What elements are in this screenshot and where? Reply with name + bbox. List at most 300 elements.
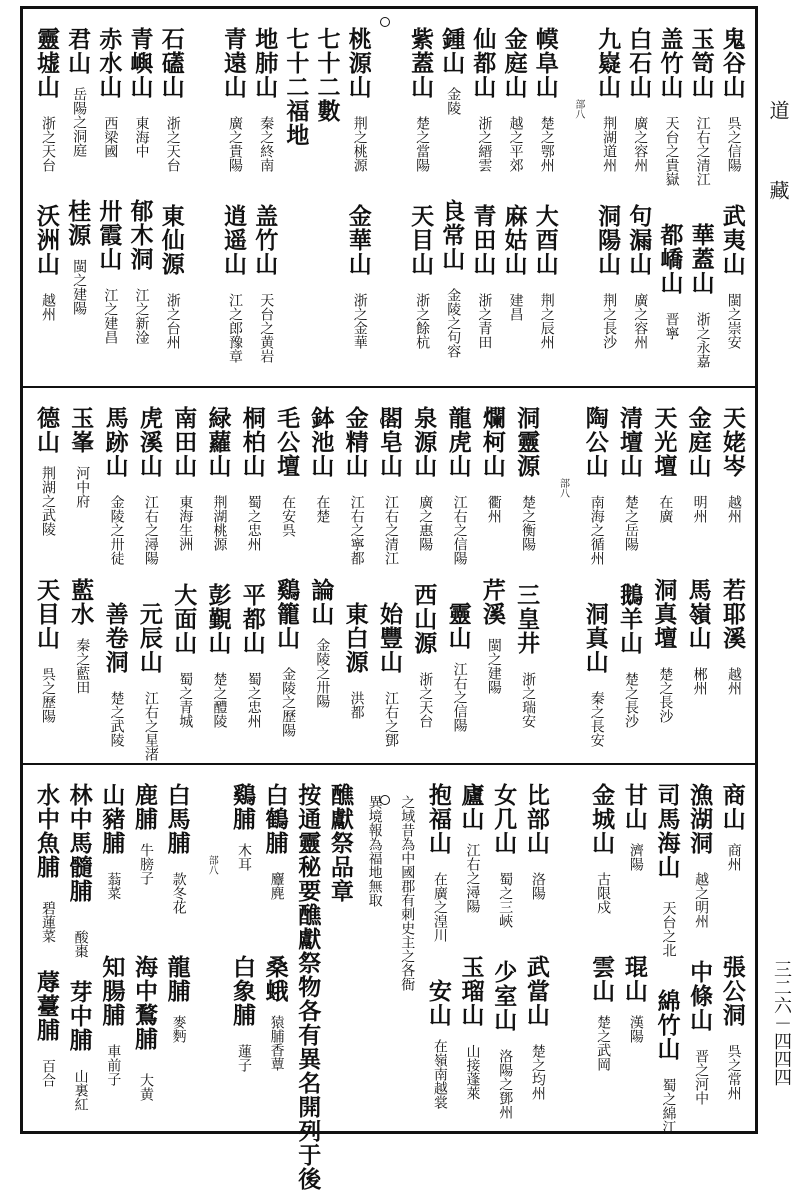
entry-note: 呉之常州 — [725, 1044, 742, 1100]
entry-name: 鬼谷山 — [718, 27, 746, 99]
entry-name: 水中魚脯 — [33, 783, 60, 879]
entry-name: 君山 — [64, 27, 92, 75]
text-columns — [31, 765, 747, 1191]
text-columns — [31, 9, 747, 386]
entry-note: 車前子 — [105, 1044, 122, 1086]
entry-name: 甘山 — [620, 783, 648, 831]
entry-name: 麻姑山 — [500, 204, 528, 276]
entry-note: 荆湖之武陵 — [40, 466, 56, 536]
text-column — [580, 388, 610, 763]
text-column — [405, 9, 435, 386]
entry-name: 鹿脯 — [130, 783, 158, 831]
text-column — [521, 765, 551, 1133]
entry-note: 越州 — [725, 495, 742, 523]
entry-name: 天目山 — [407, 204, 435, 276]
entry-name: 漁湖洞 — [686, 783, 714, 855]
entry-note: 楚之武陵 — [108, 691, 125, 747]
text-column — [340, 388, 370, 763]
annotation-line: 異境報為福地無取 — [366, 795, 383, 907]
entry-name: 白象脯 — [228, 955, 256, 1027]
entry-name: 桐柏山 — [238, 406, 266, 478]
section-marker: 部八 — [206, 855, 218, 875]
entry-note: 浙之金華 — [351, 293, 368, 349]
entry-note: 在廣 — [657, 495, 674, 523]
entry-note: 洛陽 — [529, 872, 546, 900]
text-column — [374, 9, 404, 386]
entry-note: 荆之桃源 — [351, 116, 368, 172]
entry-name: 郁木洞 — [126, 199, 154, 271]
entry-note: 浙之縉雲 — [476, 116, 493, 172]
entry-note: 東海中 — [133, 116, 150, 158]
entry-name: 金庭山 — [684, 406, 712, 478]
entry-name: 馬嶺山 — [684, 578, 712, 650]
entry-name: 金庭山 — [500, 27, 528, 99]
text-column — [717, 9, 747, 386]
text-column — [530, 9, 560, 386]
entry-name: 林中馬髓脯 — [65, 783, 93, 903]
entry-name: 華蓋山 — [687, 223, 715, 295]
entry-name: 天姥岑 — [718, 406, 746, 478]
entry-note: 蜀之忠州 — [245, 495, 262, 551]
entry-name: 商山 — [718, 783, 746, 831]
entry-note: 江之新淦 — [133, 288, 150, 344]
text-column — [648, 388, 678, 763]
entry-name: 德山 — [33, 406, 60, 454]
entry-name: 武夷山 — [718, 204, 746, 276]
text-column — [93, 9, 123, 386]
entry-name: 白鶴脯 — [261, 783, 289, 855]
text-column — [64, 765, 94, 1133]
entry-note: 金陵之卅徒 — [108, 495, 125, 565]
text-column — [65, 388, 95, 763]
entry-note: 蓊菜 — [105, 872, 122, 900]
text-column — [168, 388, 198, 763]
entry-name: 靈山 — [444, 602, 472, 650]
text-column — [280, 9, 310, 386]
entry-note: 蓮子 — [235, 1044, 252, 1072]
entry-name: 比部山 — [522, 783, 550, 855]
entry-name: 大酉山 — [531, 204, 559, 276]
text-column — [187, 9, 217, 386]
entry-name: 鷄籠山 — [273, 578, 301, 650]
entry-note: 楚之武岡 — [595, 1015, 612, 1071]
entry-name: 盖竹山 — [656, 27, 684, 99]
entry-name: 三皇井 — [513, 583, 541, 655]
entry-name: 都嶠山 — [656, 223, 684, 295]
entry-name: 九嶷山 — [594, 27, 622, 99]
entry-note: 楚之均州 — [529, 1044, 546, 1100]
entry-note: 岳陽之洞庭 — [71, 87, 88, 157]
text-column — [443, 388, 473, 763]
entry-name: 武當山 — [522, 955, 550, 1027]
entry-name: 緑蘿山 — [204, 406, 232, 478]
text-column — [202, 388, 232, 763]
entry-name: 洞真壇 — [650, 578, 678, 650]
entry-note: 楚之鄂州 — [538, 116, 555, 172]
entry-note: 蜀之青城 — [177, 672, 194, 728]
entry-note: 浙之天台 — [164, 116, 181, 172]
entry-name: 芽中脯 — [65, 980, 93, 1052]
text-column — [218, 9, 248, 386]
entry-name: 平都山 — [238, 583, 266, 655]
entry-name: 盖竹山 — [251, 204, 279, 276]
entry-name: 閤皂山 — [375, 406, 403, 478]
entry-note: 江右之清江 — [382, 495, 399, 565]
entry-note: 明州 — [691, 495, 708, 523]
entry-note: 越州 — [40, 293, 56, 321]
entry-note: 江右之潯陽 — [464, 843, 481, 913]
entry-name: 芹溪 — [478, 578, 506, 626]
entry-note: 洛陽之鄧州 — [497, 1049, 514, 1119]
entry-name: 陶公山 — [581, 406, 609, 478]
entry-note: 蜀之綿江 — [660, 1078, 677, 1134]
entry-name: 始豐山 — [375, 602, 403, 674]
entry-name: 龍脯 — [163, 955, 191, 1003]
text-column — [156, 9, 186, 386]
entry-note: 江右之寧都 — [348, 495, 365, 565]
collection-title-bottom: 藏 — [766, 180, 790, 200]
entry-note: 楚之醴陵 — [211, 672, 228, 728]
entry-name: 鵝羊山 — [616, 583, 644, 655]
section-marker: 部八 — [572, 99, 584, 119]
section-marker: 部八 — [557, 478, 569, 498]
entry-name: 金精山 — [341, 406, 369, 478]
entry-name: 南田山 — [170, 406, 198, 478]
entry-note: 楚之當陽 — [414, 116, 431, 172]
entry-name: 鉢池山 — [307, 406, 335, 478]
entry-name: 琨山 — [620, 955, 648, 1003]
entry-note: 麥麪 — [170, 1015, 187, 1043]
column-heading: 醮獻祭品章 — [326, 783, 354, 903]
text-column — [96, 765, 126, 1133]
entry-note: 荆之長沙 — [601, 293, 618, 349]
entry-note: 商州 — [725, 843, 742, 871]
entry-name: 青田山 — [469, 204, 497, 276]
text-column — [343, 9, 373, 386]
entry-name: 西山源 — [410, 583, 438, 655]
entry-name: 玉瑠山 — [457, 955, 485, 1027]
entry-note: 山接蓬萊 — [464, 1044, 481, 1100]
entry-note: 廣之貴陽 — [227, 116, 244, 172]
entry-note: 碧蓮菜 — [40, 901, 56, 943]
entry-note: 在嶺南越裳 — [431, 1039, 448, 1109]
entry-note: 江右之信陽 — [451, 662, 468, 732]
text-column — [654, 9, 684, 386]
entry-name: 蓐薹脯 — [33, 970, 60, 1042]
entry-name: 靈墟山 — [33, 27, 60, 99]
entry-name: 毛公壇 — [273, 406, 301, 478]
column-heading: 七十二福地 — [282, 27, 310, 147]
entry-note: 荆湖道州 — [601, 116, 618, 172]
entry-name: 東仙源 — [157, 204, 185, 276]
entry-name: 若耶溪 — [718, 578, 746, 650]
entry-name: 海中鶩脯 — [130, 955, 158, 1051]
entry-name: 紫蓋山 — [407, 27, 435, 99]
entry-name: 清壇山 — [616, 406, 644, 478]
entry-name: 桂源 — [64, 199, 92, 247]
entry-name: 大面山 — [170, 583, 198, 655]
entry-note: 江右之星渚 — [142, 691, 159, 761]
text-column — [717, 765, 747, 1133]
collection-title-top: 道 — [766, 100, 790, 120]
entry-note: 荆之辰州 — [538, 293, 555, 349]
annotation-line: 之域昔為中國郡有刺史主之各衙 — [399, 795, 416, 991]
text-column — [561, 9, 591, 386]
entry-note: 濟陽 — [627, 843, 644, 871]
entry-name: 司馬海山 — [653, 783, 681, 879]
text-column — [511, 388, 541, 763]
entry-name: 龍虎山 — [444, 406, 472, 478]
text-column — [325, 765, 355, 1133]
entry-note: 天台之北 — [660, 901, 677, 957]
text-column — [305, 388, 335, 763]
entry-name: 金華山 — [344, 204, 372, 276]
text-column — [651, 765, 681, 1133]
text-column — [227, 765, 257, 1133]
entry-note: 江右之鄧 — [382, 691, 399, 747]
text-column — [125, 9, 155, 386]
entry-name: 青嶼山 — [126, 27, 154, 99]
entry-name: 地肺山 — [251, 27, 279, 99]
entry-note: 古限戍 — [595, 872, 612, 914]
entry-name: 知腸脯 — [98, 955, 126, 1027]
entry-note: 廣之惠陽 — [417, 495, 434, 551]
entry-name: 彭覲山 — [204, 583, 232, 655]
entry-note: 建昌 — [507, 293, 524, 321]
text-column — [623, 9, 653, 386]
entry-note: 江右之潯陽 — [142, 495, 159, 565]
entry-note: 浙之青田 — [476, 293, 493, 349]
entry-note: 金陵之歷陽 — [280, 667, 297, 737]
entry-note: 越之明州 — [693, 872, 710, 928]
entry-name: 桑蛾 — [261, 955, 289, 1003]
entry-note: 荆湖桃源 — [211, 495, 228, 551]
entry-note: 越之平郊 — [507, 116, 524, 172]
entry-name: 玉笥山 — [687, 27, 715, 99]
entry-note: 蜀之忠州 — [245, 672, 262, 728]
text-column — [684, 765, 714, 1133]
text-column — [312, 9, 342, 386]
entry-note: 江右之清江 — [694, 116, 711, 186]
text-column — [686, 9, 716, 386]
text-column — [408, 388, 438, 763]
entry-name: 抱福山 — [424, 783, 452, 855]
text-column — [717, 388, 747, 763]
entry-name: 少室山 — [490, 960, 518, 1032]
entry-note: 金陵之句容 — [445, 288, 462, 358]
entry-note: 江右之信陽 — [451, 495, 468, 565]
text-column — [477, 388, 507, 763]
text-column — [31, 9, 61, 386]
text-column — [374, 388, 404, 763]
entry-note: 款冬花 — [170, 872, 187, 914]
entry-note: 西梁國 — [102, 116, 119, 158]
entry-name: 幙阜山 — [531, 27, 559, 99]
entry-name: 青遠山 — [220, 27, 248, 99]
entry-note: 山裏紅 — [72, 1069, 89, 1111]
entry-note: 金陵 — [445, 87, 462, 115]
entry-note: 廣之容州 — [632, 116, 649, 172]
entry-note: 天台之黄岩 — [258, 293, 275, 363]
entry-name: 鍾山 — [438, 27, 466, 75]
entry-note: 江之建昌 — [102, 288, 119, 344]
text-column — [129, 765, 159, 1133]
entry-name: 雲山 — [588, 955, 616, 1003]
text-column — [545, 388, 575, 763]
entry-name: 白馬脯 — [163, 783, 191, 855]
entry-note: 越州 — [725, 667, 742, 695]
entry-name: 句漏山 — [625, 204, 653, 276]
entry-note: 洪都 — [348, 691, 365, 719]
entry-name: 善卷洞 — [101, 602, 129, 674]
entry-note: 浙之天台 — [40, 116, 56, 172]
entry-note: 麞麂 — [268, 872, 285, 900]
entry-name: 安山 — [424, 979, 452, 1027]
text-column — [31, 765, 61, 1133]
entry-note: 廣之容州 — [632, 293, 649, 349]
entry-name: 山豬脯 — [98, 783, 126, 855]
entry-note: 浙之永嘉 — [694, 312, 711, 368]
text-column — [194, 765, 224, 1133]
entry-name: 卅霞山 — [95, 199, 123, 271]
register-middle — [23, 386, 755, 763]
entry-name: 東白源 — [341, 602, 369, 674]
entry-note: 楚之岳陽 — [623, 495, 640, 551]
entry-name: 馬跡山 — [101, 406, 129, 478]
column-heading: 七十二數 — [313, 27, 341, 123]
entry-name: 桃源山 — [344, 27, 372, 99]
entry-note: 蜀之三峽 — [497, 872, 514, 928]
entry-note: 大黄 — [137, 1073, 154, 1101]
text-column — [592, 9, 622, 386]
entry-note: 閩之建陽 — [71, 259, 88, 315]
entry-name: 石礚山 — [157, 27, 185, 99]
text-column — [614, 388, 644, 763]
entry-note: 牛膀子 — [137, 843, 154, 885]
entry-note: 晋寧 — [663, 312, 680, 340]
entry-note: 晋之河中 — [693, 1049, 710, 1105]
entry-name: 綿竹山 — [653, 989, 681, 1061]
entry-name: 玉峯 — [67, 406, 95, 454]
text-column — [423, 765, 453, 1133]
text-column — [292, 765, 322, 1191]
text-column — [358, 765, 388, 1133]
entry-note: 在安呉 — [280, 495, 297, 537]
entry-note: 天台之貴嶽 — [663, 116, 680, 186]
entry-name: 金城山 — [588, 783, 616, 855]
text-column — [683, 388, 713, 763]
entry-name: 赤水山 — [95, 27, 123, 99]
entry-note: 在廣之湟川 — [431, 872, 448, 942]
entry-name: 爛柯山 — [478, 406, 506, 478]
text-column — [586, 765, 616, 1133]
text-column — [456, 765, 486, 1133]
entry-note: 秦之藍田 — [74, 638, 91, 694]
entry-note: 浙之瑞安 — [520, 672, 537, 728]
entry-name: 虎溪山 — [135, 406, 163, 478]
text-column — [467, 9, 497, 386]
entry-note: 浙之天台 — [417, 672, 434, 728]
column-heading: 按通靈秘要醮獻祭物各有異名開列于後 — [294, 783, 322, 1191]
register-lower — [23, 763, 755, 1191]
entry-name: 仙都山 — [469, 27, 497, 99]
entry-name: 論山 — [307, 578, 335, 626]
entry-name: 張公洞 — [718, 955, 746, 1027]
entry-note: 秦之長安 — [588, 691, 605, 747]
entry-note: 楚之長沙 — [657, 667, 674, 723]
page-reference: 三二六－四四四 — [771, 960, 792, 1086]
entry-note: 金陵之卅陽 — [314, 638, 331, 708]
entry-name: 逍遥山 — [220, 204, 248, 276]
text-column — [488, 765, 518, 1133]
entry-name: 廬山 — [457, 783, 485, 831]
text-page — [20, 6, 758, 1191]
text-column — [237, 388, 267, 763]
entry-name: 洞靈源 — [513, 406, 541, 478]
text-column — [390, 765, 420, 1133]
entry-note: 江之郎豫章 — [227, 293, 244, 363]
text-column — [31, 388, 61, 763]
text-columns — [31, 388, 747, 763]
entry-note: 漢陽 — [627, 1015, 644, 1043]
entry-note: 楚之長沙 — [623, 672, 640, 728]
text-column — [260, 765, 290, 1133]
entry-note: 秦之終南 — [258, 116, 275, 172]
entry-note: 閩之崇安 — [725, 293, 742, 349]
entry-name: 泉源山 — [410, 406, 438, 478]
entry-note: 酸棗 — [72, 930, 89, 958]
entry-name: 良常山 — [438, 199, 466, 271]
entry-name: 天光壇 — [650, 406, 678, 478]
text-column — [100, 388, 130, 763]
entry-note: 閩之建陽 — [485, 638, 502, 694]
entry-note: 郴州 — [691, 667, 708, 695]
text-column — [436, 9, 466, 386]
text-column — [271, 388, 301, 763]
entry-name: 洞真山 — [581, 602, 609, 674]
text-column — [162, 765, 192, 1133]
entry-note: 南海之循州 — [588, 495, 605, 565]
entry-name: 藍水 — [67, 578, 95, 626]
entry-note: 浙之台州 — [164, 293, 181, 349]
entry-name: 鷄脯 — [228, 783, 256, 831]
text-column — [499, 9, 529, 386]
text-column — [554, 765, 584, 1133]
entry-note: 衢州 — [485, 495, 502, 523]
register-upper — [23, 9, 755, 386]
entry-note: 東海生洲 — [177, 495, 194, 551]
entry-note: 猿脯香蕈 — [268, 1015, 285, 1071]
text-column — [619, 765, 649, 1133]
text-column — [134, 388, 164, 763]
entry-name: 元辰山 — [135, 602, 163, 674]
text-column — [249, 9, 279, 386]
entry-note: 楚之衡陽 — [520, 495, 537, 551]
entry-note: 木耳 — [235, 843, 252, 871]
entry-name: 中條山 — [686, 960, 714, 1032]
entry-note: 呉之信陽 — [725, 116, 742, 172]
entry-name: 女几山 — [490, 783, 518, 855]
entry-note: 浙之餘杭 — [414, 293, 431, 349]
entry-note: 河中府 — [74, 466, 91, 508]
text-column — [62, 9, 92, 386]
entry-name: 天目山 — [33, 578, 60, 650]
entry-name: 白石山 — [625, 27, 653, 99]
entry-note: 在楚 — [314, 495, 331, 523]
entry-note: 呉之歷陽 — [40, 667, 56, 723]
entry-name: 洞陽山 — [594, 204, 622, 276]
entry-name: 沃洲山 — [33, 204, 60, 276]
